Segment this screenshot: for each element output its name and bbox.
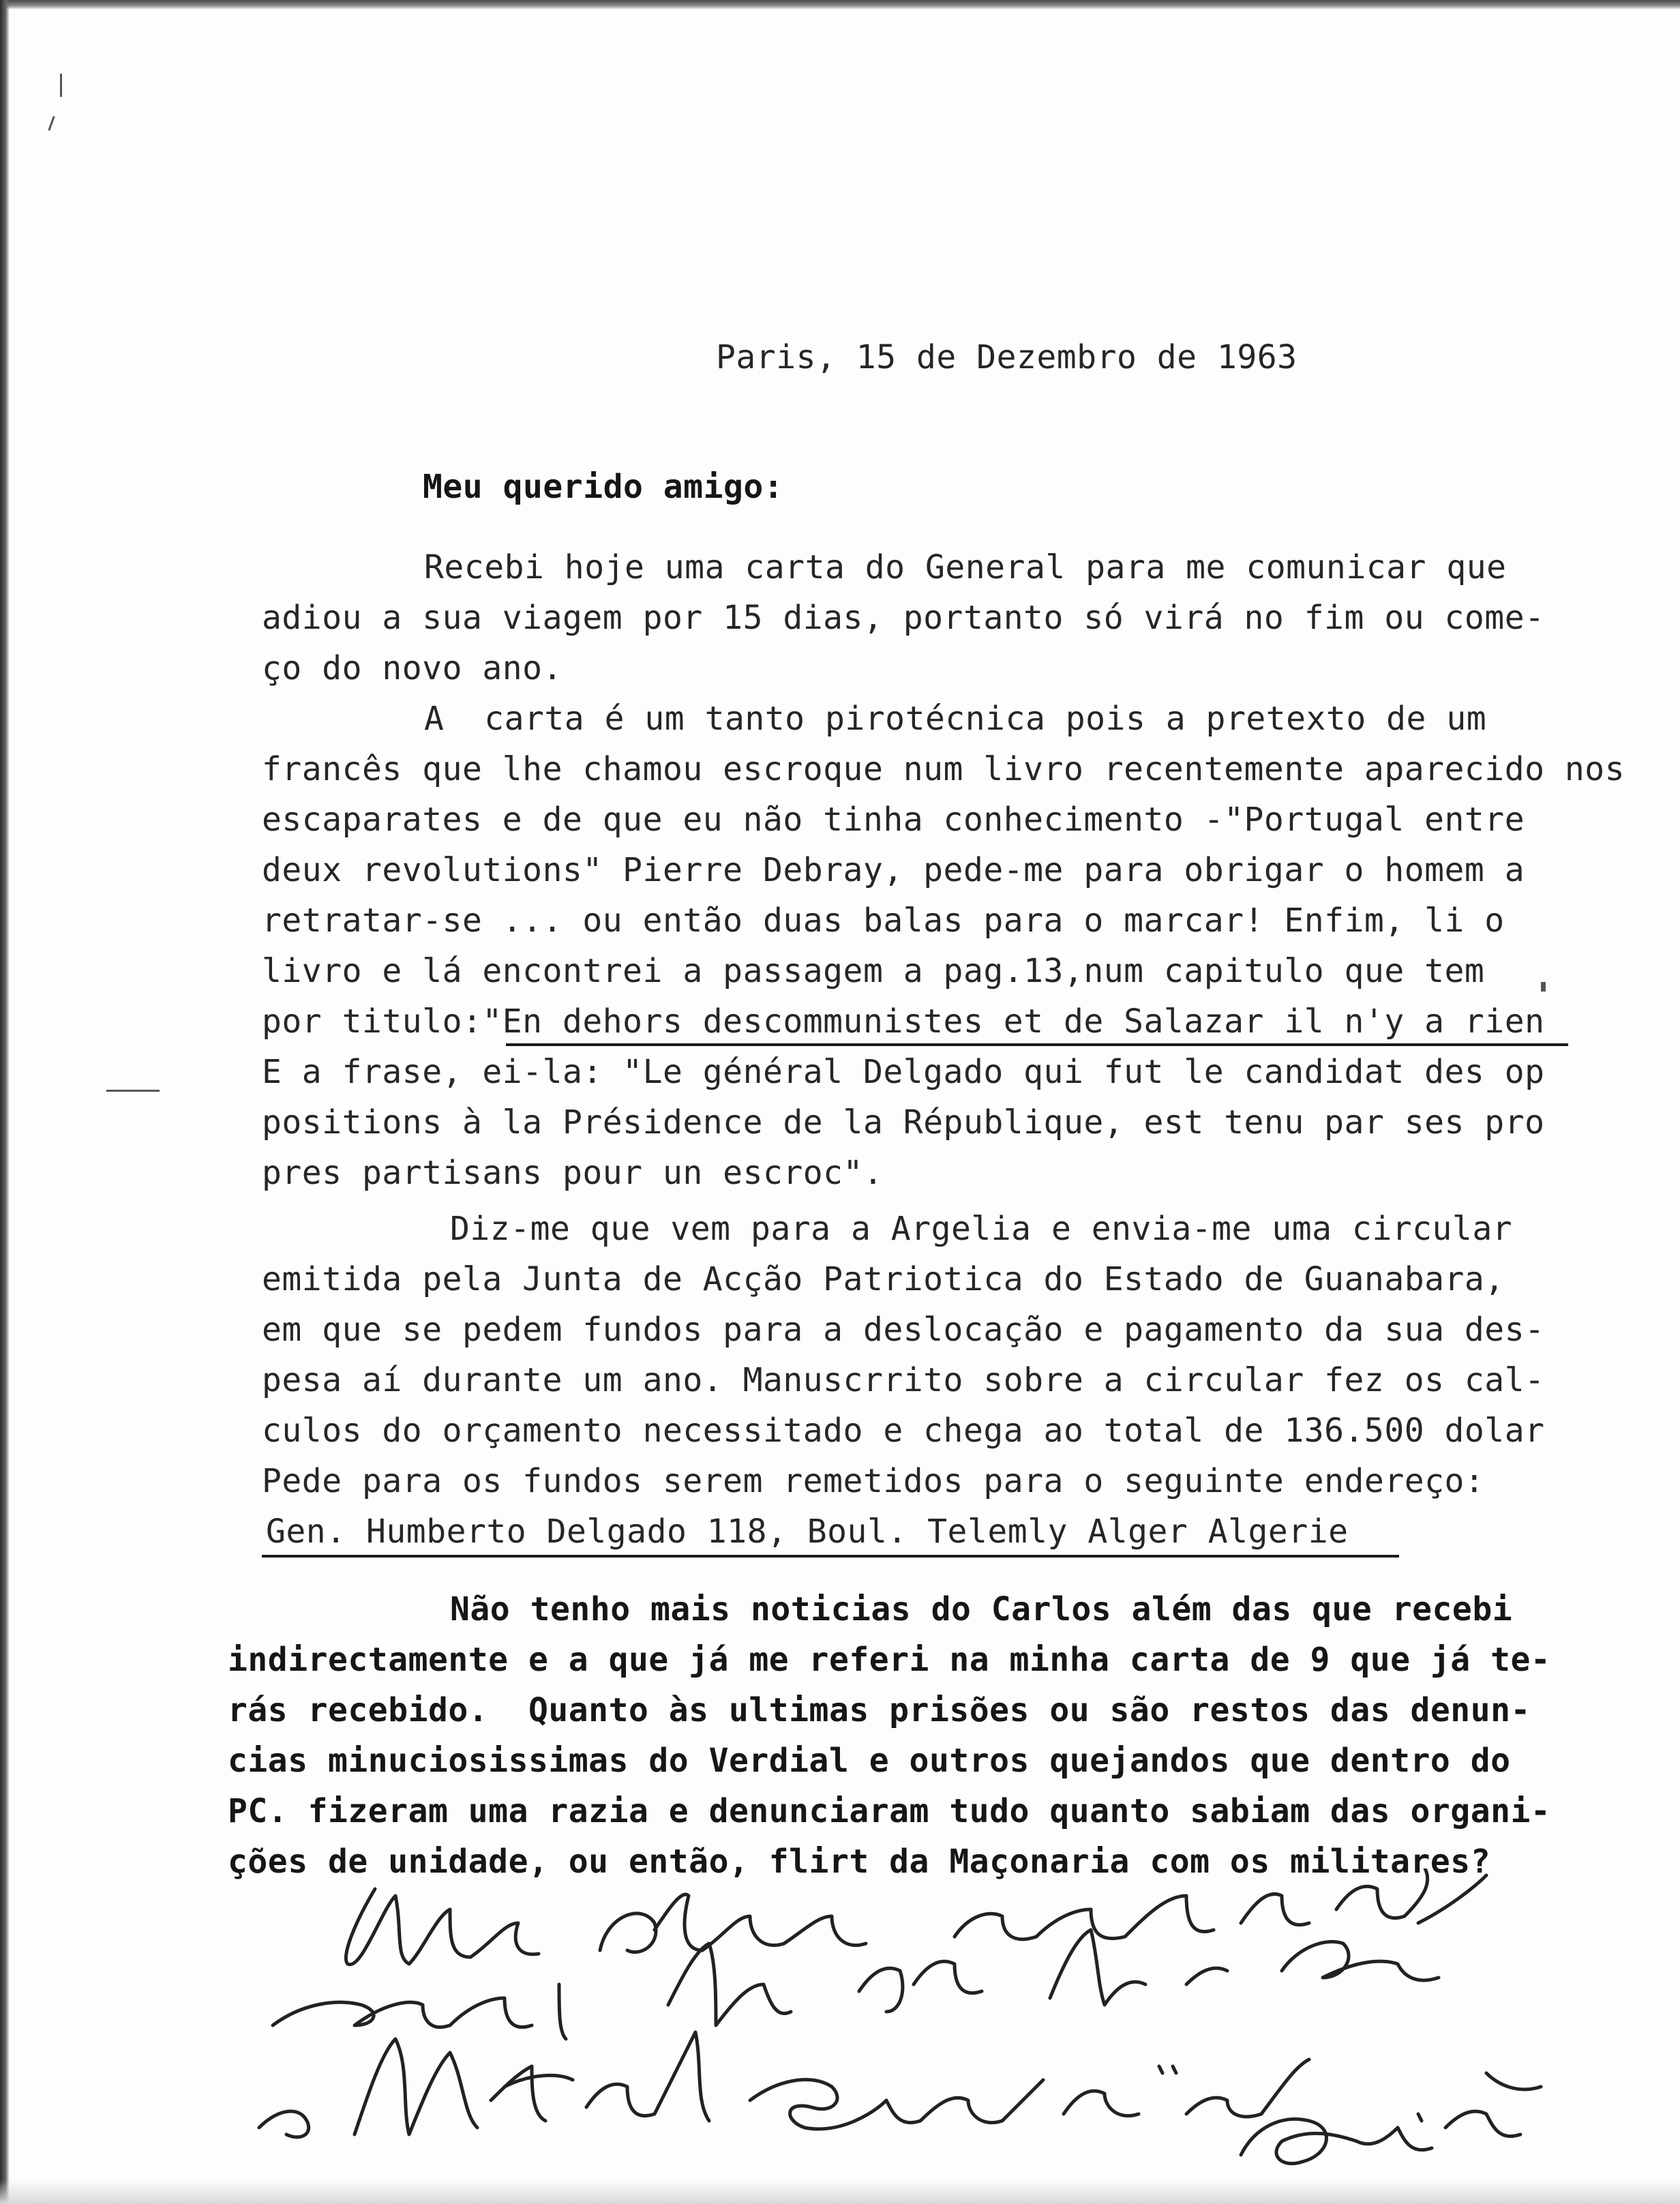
book-title-underline — [506, 1043, 1568, 1046]
letter-line-18: culos do orçamento necessitado e chega ao total de 136.500 dolar — [262, 1412, 1545, 1450]
scan-top-edge — [0, 0, 1680, 10]
letter-line-22: indirectamente e a que já me referi na minha carta de 9 que já te- — [228, 1641, 1551, 1679]
letter-line-15: emitida pela Junta de Acção Patriotica do Estado de Guanabara, — [262, 1260, 1505, 1298]
letter-line-10: por titulo:"En dehors descommunistes et de Salazar il n'y a rien — [262, 1002, 1545, 1041]
scan-mark — [60, 74, 62, 97]
scan-left-edge — [0, 0, 10, 2204]
letter-line-2: adiou a sua viagem por 15 dias, portanto só virá no fim ou come- — [262, 599, 1545, 637]
letter-line-25: PC. fizeram uma razia e denunciaram tudo quanto sabiam das organi- — [228, 1792, 1551, 1830]
letter-line-21: Não tenho mais noticias do Carlos além das que recebi — [450, 1590, 1513, 1628]
address-underline — [262, 1555, 1399, 1558]
letter-line-16: em que se pedem fundos para a deslocação e pagamento da sua des- — [262, 1311, 1545, 1349]
scan-mark — [106, 1090, 160, 1092]
letter-line-4: A carta é um tanto pirotécnica pois a pretexto de um — [424, 700, 1487, 738]
letter-line-5: francês que lhe chamou escroque num livro recentemente aparecido nos — [262, 750, 1625, 788]
letter-line-3: ço do novo ano. — [262, 649, 562, 687]
letter-line-6: escaparates e de que eu não tinha conhecimento -"Portugal entre — [262, 801, 1525, 839]
scan-bottom-edge — [0, 2179, 1680, 2204]
letter-line-11: E a frase, ei-la: "Le général Delgado qui fut le candidat des op — [262, 1053, 1545, 1091]
letter-line-24: cias minuciosissimas do Verdial e outros quejandos que dentro do — [228, 1742, 1511, 1780]
scan-mark — [1541, 982, 1546, 992]
scan-mark — [48, 116, 55, 131]
dateline: Paris, 15 de Dezembro de 1963 — [716, 338, 1298, 376]
letter-line-9: livro e lá encontrei a passagem a pag.13,num capitulo que tem — [262, 952, 1485, 990]
letter-line-23: rás recebido. Quanto às ultimas prisões ou são restos das denun- — [228, 1691, 1531, 1729]
letter-line-1: Recebi hoje uma carta do General para me comunicar que — [424, 548, 1507, 586]
letter-line-12: positions à la Présidence de la République, est tenu par ses pro — [262, 1103, 1545, 1142]
handwritten-signature — [245, 1868, 1623, 2182]
letter-line-17: pesa aí durante um ano. Manuscrrito sobre a circular fez os cal- — [262, 1361, 1545, 1399]
letter-line-19: Pede para os fundos serem remetidos para o seguinte endereço: — [262, 1462, 1485, 1500]
letter-line-8: retratar-se ... ou então duas balas para o marcar! Enfim, li o — [262, 902, 1505, 940]
letter-line-7: deux revolutions" Pierre Debray, pede-me para obrigar o homem a — [262, 851, 1525, 889]
letter-line-26: ções de unidade, ou então, flirt da Maçonaria com os militares? — [228, 1843, 1491, 1881]
address-line: Gen. Humberto Delgado 118, Boul. Telemly Alger Algerie — [266, 1513, 1349, 1551]
letter-line-14: Diz-me que vem para a Argelia e envia-me uma circular — [450, 1210, 1513, 1248]
salutation: Meu querido amigo: — [423, 468, 784, 506]
letter-line-13: pres partisans pour un escroc". — [262, 1154, 884, 1192]
